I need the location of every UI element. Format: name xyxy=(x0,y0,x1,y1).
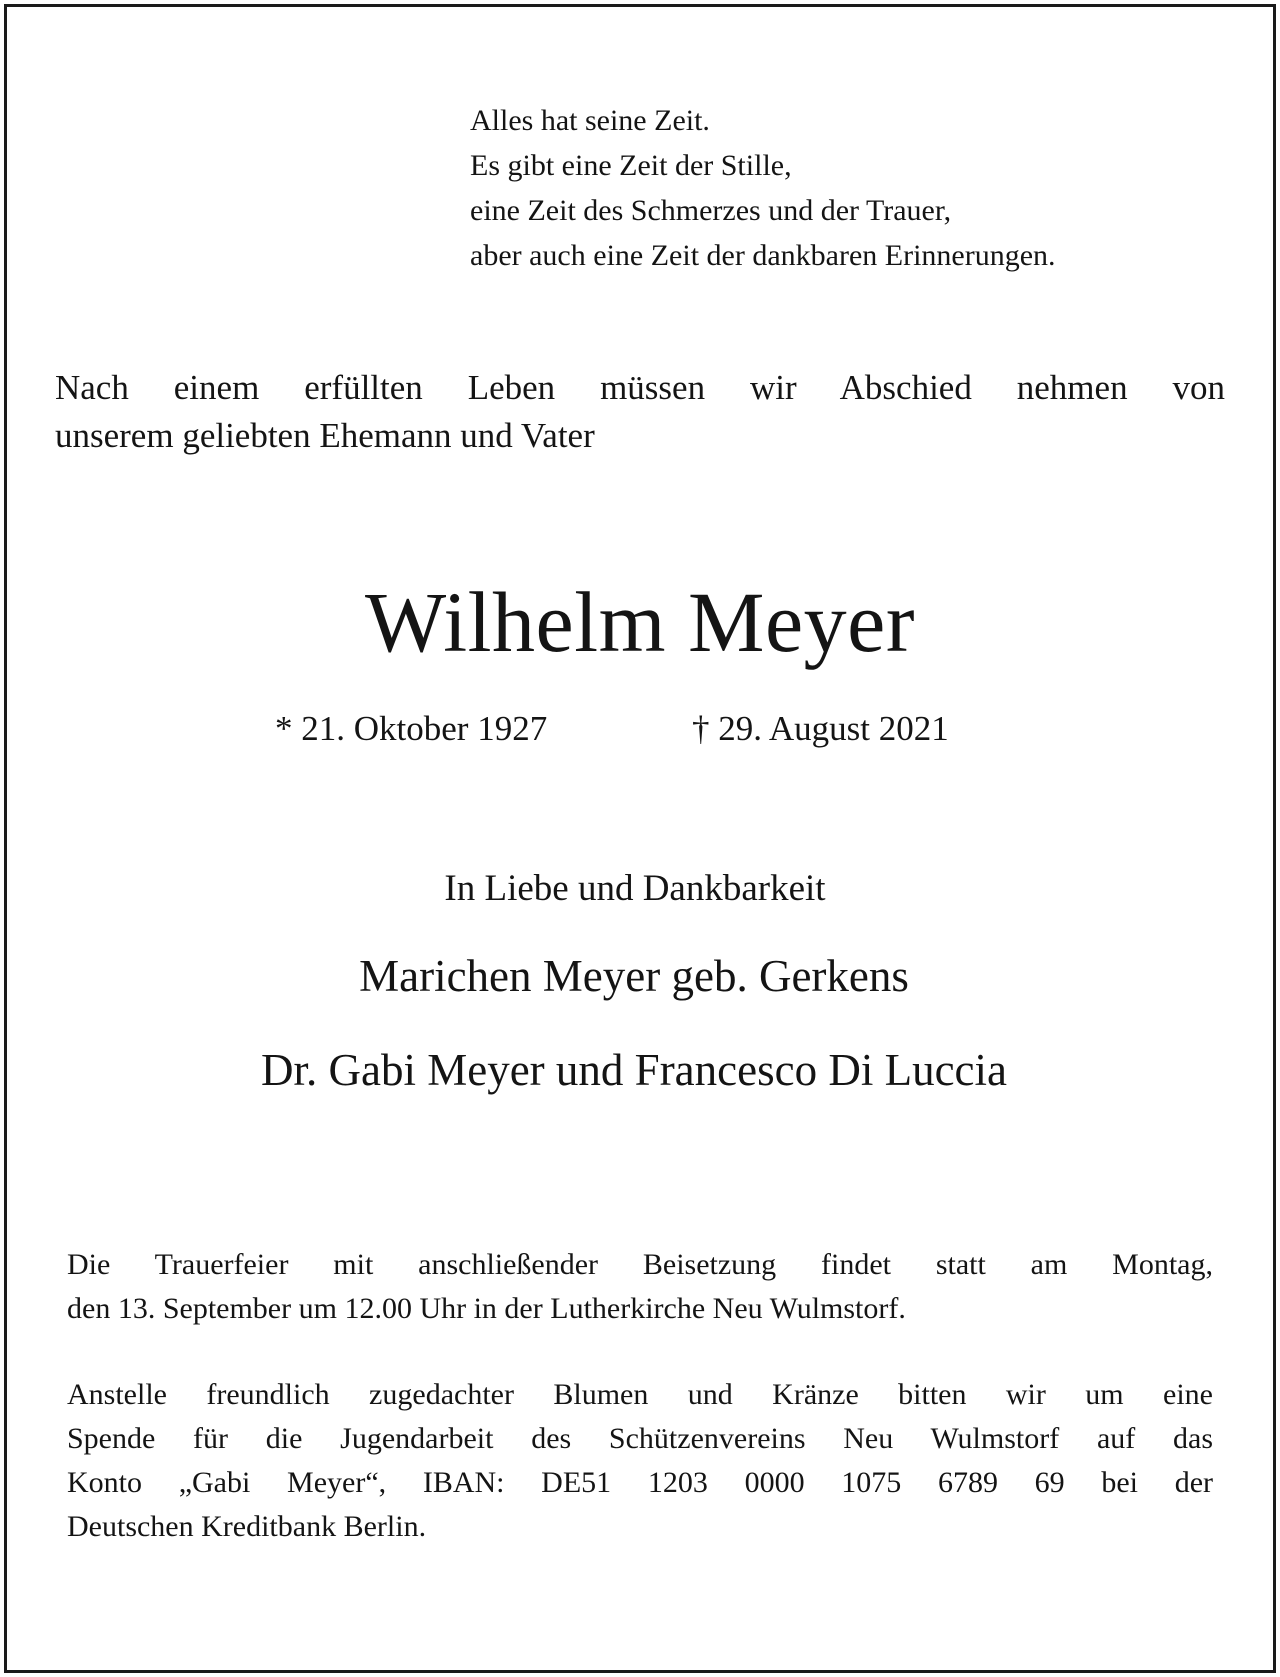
birth-date: * 21. Oktober 1927 xyxy=(275,709,548,748)
poem-line: Alles hat seine Zeit. xyxy=(470,104,710,137)
donation-line: Anstelle freundlich zugedachter Blumen und Kränze bitten wir um eine xyxy=(67,1378,1213,1411)
donation-line: Spende für die Jugendarbeit des Schützenvereins Neu Wulmstorf auf das xyxy=(67,1422,1213,1455)
poem-line: eine Zeit des Schmerzes und der Trauer, xyxy=(470,194,952,227)
intro-text xyxy=(55,364,1225,460)
mourner-name: Marichen Meyer geb. Gerkens xyxy=(359,951,909,1001)
donation-line: Konto „Gabi Meyer“, IBAN: DE51 1203 0000 1075 6789 69 bei der xyxy=(67,1466,1213,1499)
funeral-line: Die Trauerfeier mit anschließender Beisetzung findet statt am Montag, xyxy=(67,1248,1213,1281)
mourner-name: Dr. Gabi Meyer und Francesco Di Luccia xyxy=(261,1045,1007,1095)
poem-line: Es gibt eine Zeit der Stille, xyxy=(470,149,792,182)
poem-line: aber auch eine Zeit der dankbaren Erinnerungen. xyxy=(470,239,1056,272)
intro-line: unserem geliebten Ehemann und Vater xyxy=(55,416,595,455)
donation-info xyxy=(67,1373,1213,1549)
funeral-line: den 13. September um 12.00 Uhr in der Lutherkirche Neu Wulmstorf. xyxy=(67,1292,906,1325)
death-date: † 29. August 2021 xyxy=(692,709,949,748)
poem xyxy=(470,98,1250,278)
intro-line: Nach einem erfüllten Leben müssen wir Abschied nehmen von xyxy=(55,368,1225,407)
donation-line: Deutschen Kreditbank Berlin. xyxy=(67,1510,427,1543)
mourners-heading: In Liebe und Dankbarkeit xyxy=(444,868,826,909)
deceased-name: Wilhelm Meyer xyxy=(365,574,915,670)
funeral-info xyxy=(67,1243,1213,1331)
